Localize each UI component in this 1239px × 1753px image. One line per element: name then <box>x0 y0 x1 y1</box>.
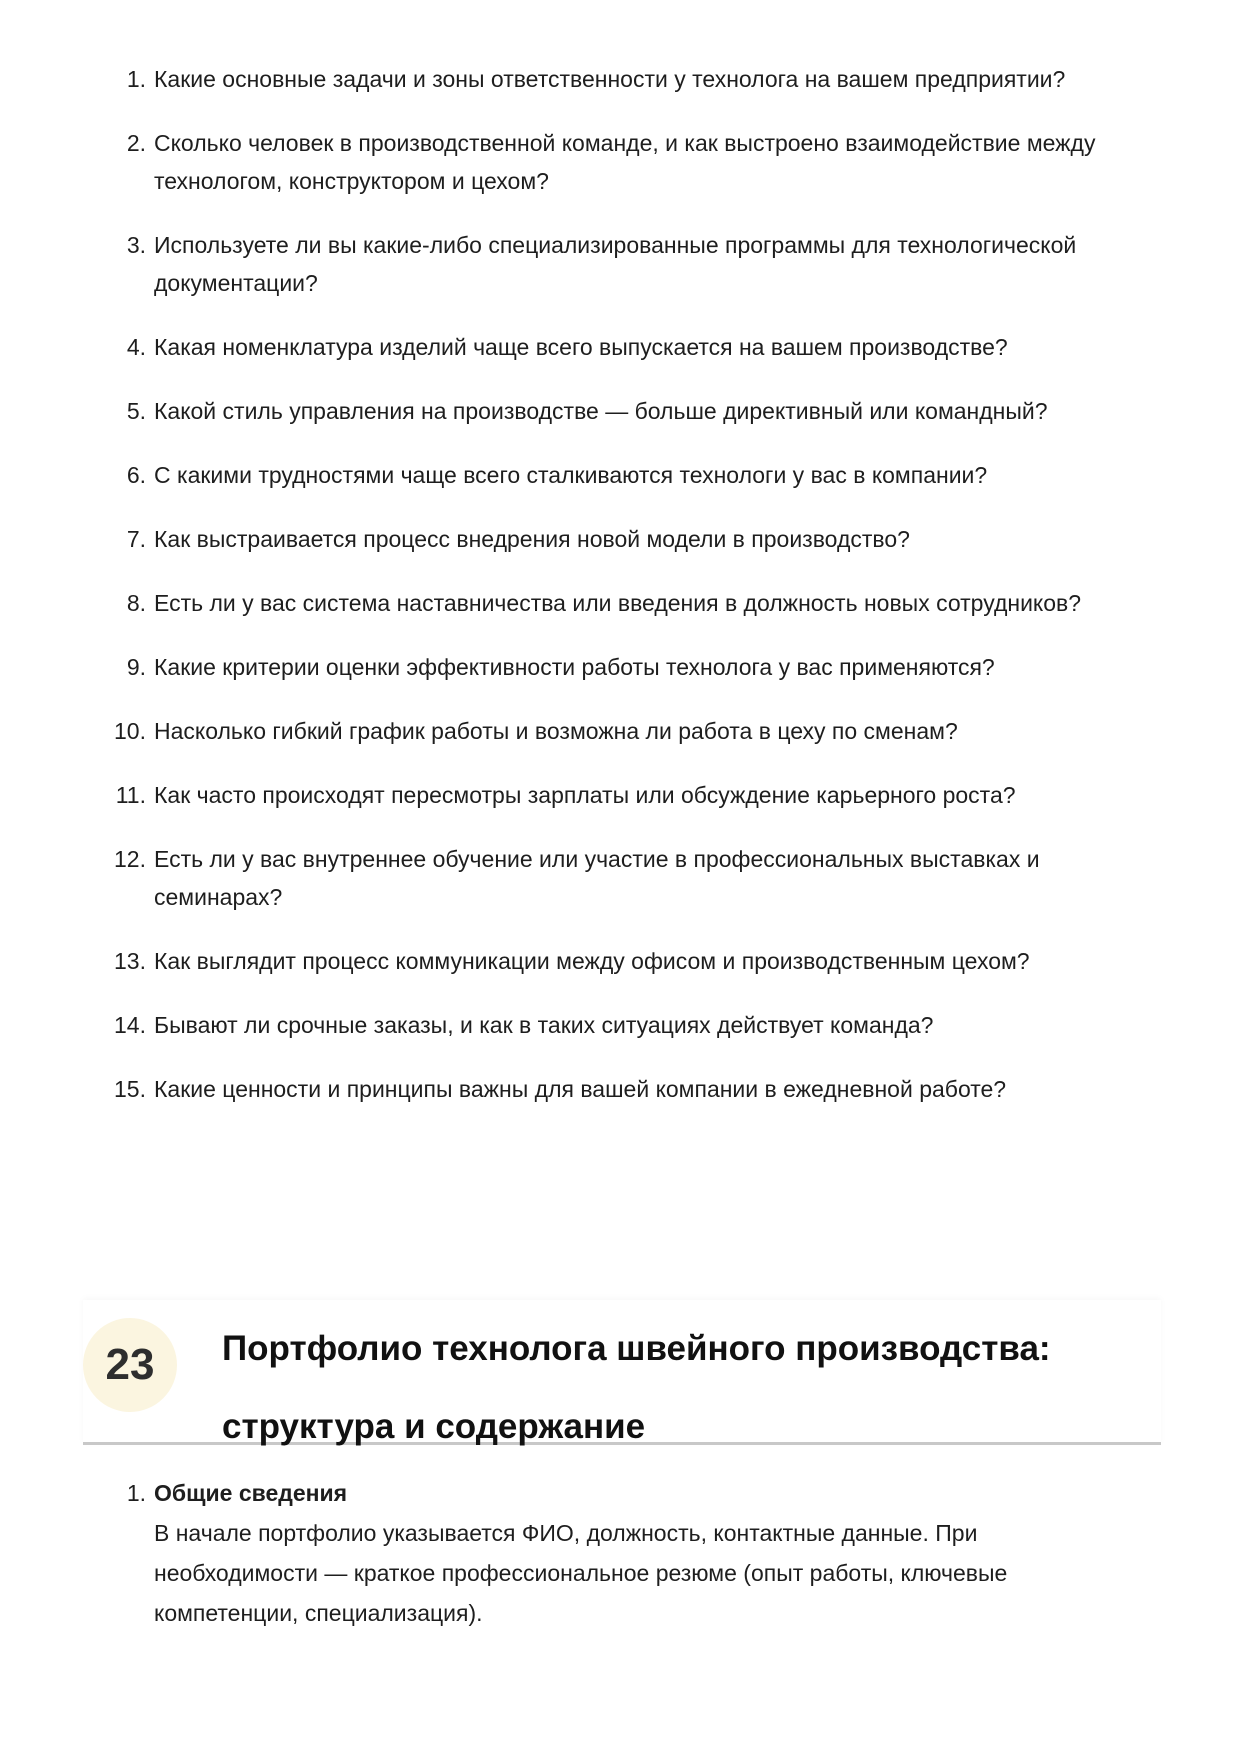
list-number: 1. <box>126 1480 146 1506</box>
list-item <box>100 456 1160 494</box>
list-item <box>100 712 1160 750</box>
list-number: 6. <box>126 462 146 488</box>
list-item <box>100 584 1160 622</box>
portfolio-list <box>100 1473 1160 1633</box>
list-number: 4. <box>126 334 146 360</box>
list-number: 10. <box>114 718 146 744</box>
list-item <box>100 776 1160 814</box>
list-text: Какие критерии оценки эффективности работы технолога у вас применяются? <box>154 654 995 680</box>
list-text: Как выглядит процесс коммуникации между офисом и производственным цехом? <box>154 948 1030 974</box>
list-text: Сколько человек в производственной команде, и как выстроено взаимодействие между технологом, конструктором и цехом? <box>154 130 1096 194</box>
list-text: Есть ли у вас система наставничества или введения в должность новых сотрудников? <box>154 590 1082 616</box>
list-text: Как часто происходят пересмотры зарплаты или обсуждение карьерного роста? <box>154 782 1016 808</box>
list-item <box>100 942 1160 980</box>
list-text: Какие основные задачи и зоны ответственности у технолога на вашем предприятии? <box>154 66 1066 92</box>
list-item <box>100 124 1160 200</box>
list-text: Как выстраивается процесс внедрения новой модели в производство? <box>154 526 910 552</box>
list-item <box>100 840 1160 916</box>
list-body <box>154 1473 1160 1633</box>
list-number: 11. <box>115 782 146 808</box>
list-text: Какой стиль управления на производстве — больше директивный или командный? <box>154 398 1048 424</box>
list-number: 15. <box>114 1076 146 1102</box>
section-title: Портфолио технолога швейного производства: структура и содержание <box>222 1329 1051 1446</box>
list-item <box>100 328 1160 366</box>
list-text: Насколько гибкий график работы и возможна ли работа в цеху по сменам? <box>154 718 958 744</box>
list-number: 7. <box>126 526 146 552</box>
list-text: Используете ли вы какие-либо специализированные программы для технологической документации? <box>154 232 1077 296</box>
item-heading: Общие сведения <box>154 1480 348 1506</box>
section-header <box>83 1300 1161 1445</box>
list-number: 3. <box>126 232 146 258</box>
list-item <box>100 648 1160 686</box>
questions-list <box>100 60 1160 1134</box>
list-text: Есть ли у вас внутреннее обучение или участие в профессиональных выставках и семинарах? <box>154 846 1040 910</box>
list-item <box>100 1473 1160 1633</box>
list-text: Бывают ли срочные заказы, и как в таких ситуациях действует команда? <box>154 1012 934 1038</box>
list-text: С какими трудностями чаще всего сталкиваются технологи у вас в компании? <box>154 462 988 488</box>
list-item <box>100 392 1160 430</box>
list-number: 8. <box>126 590 146 616</box>
list-item <box>100 1006 1160 1044</box>
list-text: Какая номенклатура изделий чаще всего выпускается на вашем производстве? <box>154 334 1008 360</box>
list-number: 14. <box>114 1012 146 1038</box>
list-text: Какие ценности и принципы важны для вашей компании в ежедневной работе? <box>154 1076 1007 1102</box>
list-number: 1. <box>126 66 146 92</box>
list-number: 12. <box>114 846 146 872</box>
section-number-badge: 23 <box>83 1318 177 1412</box>
list-item <box>100 60 1160 98</box>
list-item <box>100 520 1160 558</box>
list-number: 5. <box>126 398 146 424</box>
list-item <box>100 1070 1160 1108</box>
list-item <box>100 226 1160 302</box>
item-description: В начале портфолио указывается ФИО, должность, контактные данные. При необходимости — краткое профессиональное резюме (опыт работы, ключевые компетенции, специализация). <box>154 1520 1008 1626</box>
list-number: 13. <box>114 948 146 974</box>
list-number: 9. <box>126 654 146 680</box>
list-number: 2. <box>126 130 146 156</box>
